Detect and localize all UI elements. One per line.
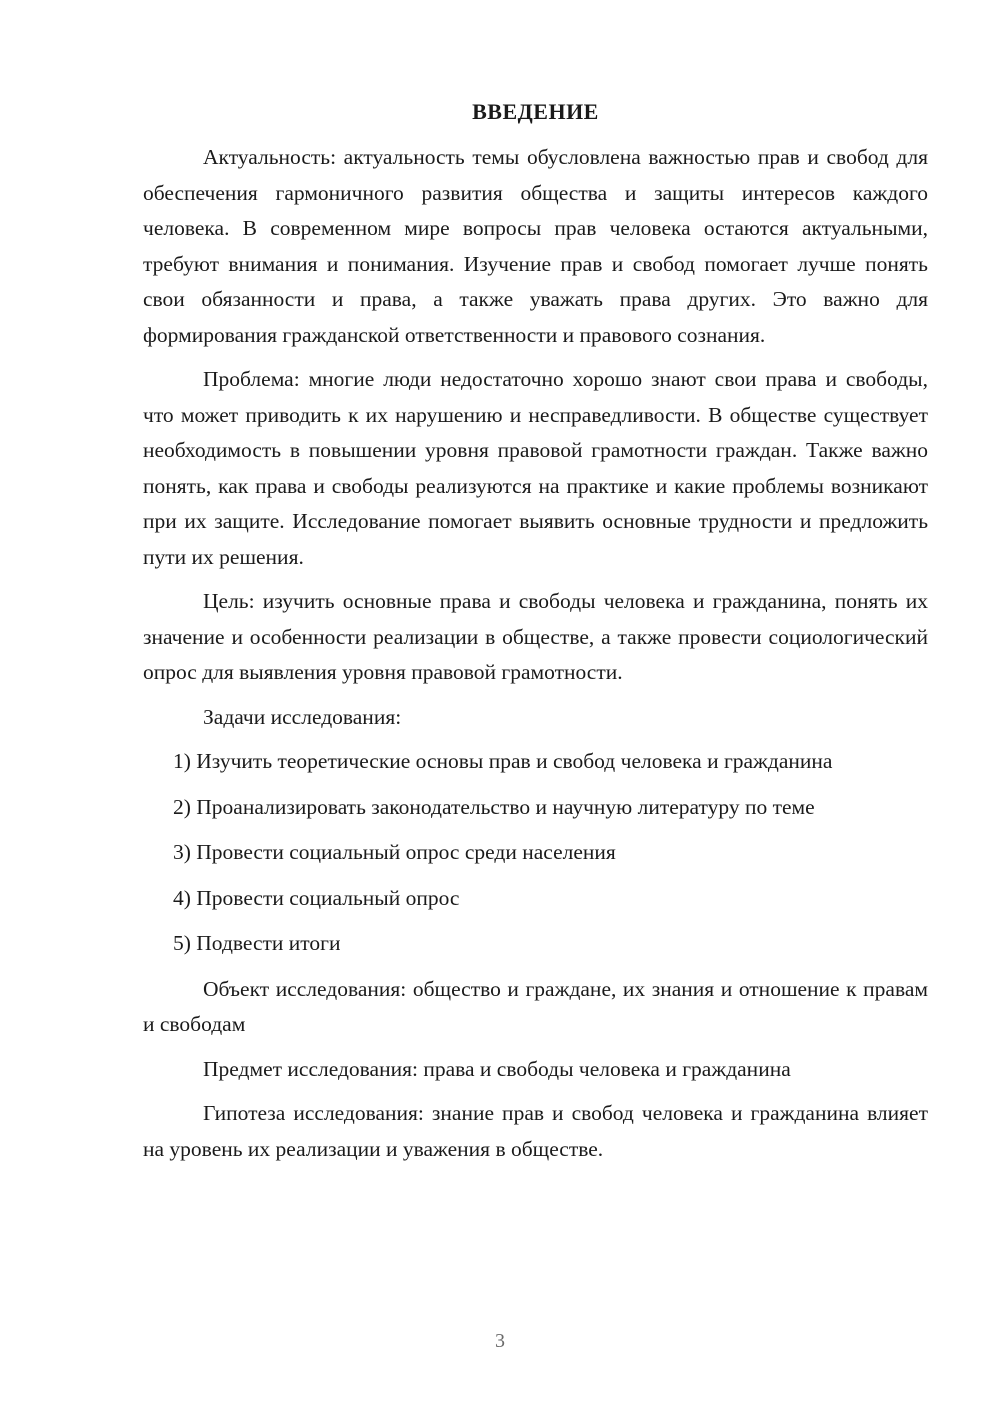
paragraph-problem: Проблема: многие люди недостаточно хорошо знают свои права и свободы, что может приводить к их нарушению и несправедливости. В обществе существует необходимость в повышении уровня правовой грамотности граждан. Также важно понять, как права и свободы реализуются на практике и какие проблемы возникают при их защите. Исследование помогает выявить основные трудности и предложить пути их решения. bbox=[143, 367, 928, 569]
paragraph-object: Объект исследования: общество и граждане, их знания и отношение к правам и свободам bbox=[143, 976, 928, 1036]
page-content bbox=[143, 94, 928, 1176]
task-item-1: 1) Изучить теоретические основы прав и свобод человека и гражданина bbox=[173, 749, 833, 773]
task-item-5: 5) Подвести итоги bbox=[173, 931, 341, 955]
tasks-heading: Задачи исследования: bbox=[203, 704, 402, 729]
paragraph-relevance: Актуальность: актуальность темы обусловлена важностью прав и свобод для обеспечения гармоничного развития общества и защиты интересов каждого человека. В современном мире вопросы прав человека остаются актуальными, требуют внимания и понимания. Изучение прав и свобод помогает лучше понять свои обязанности и права, а также уважать права других. Это важно для формирования гражданской ответственности и правового сознания. bbox=[143, 145, 928, 347]
tasks-list bbox=[143, 744, 928, 962]
task-item-4: 4) Провести социальный опрос bbox=[173, 885, 460, 910]
task-item-2: 2) Проанализировать законодательство и научную литературу по теме bbox=[173, 794, 815, 819]
paragraph-subject: Предмет исследования: права и свободы человека и гражданина bbox=[203, 1056, 791, 1081]
task-item-3: 3) Провести социальный опрос среди населения bbox=[173, 840, 616, 864]
paragraph-goal: Цель: изучить основные права и свободы человека и гражданина, понять их значение и особенности реализации в обществе, а также провести социологический опрос для выявления уровня правовой грамотности. bbox=[143, 589, 928, 684]
paragraph-hypothesis: Гипотеза исследования: знание прав и свобод человека и гражданина влияет на уровень их реализации и уважения в обществе. bbox=[143, 1101, 928, 1161]
page-number: 3 bbox=[495, 1330, 505, 1352]
section-title: ВВЕДЕНИЕ bbox=[472, 99, 599, 124]
